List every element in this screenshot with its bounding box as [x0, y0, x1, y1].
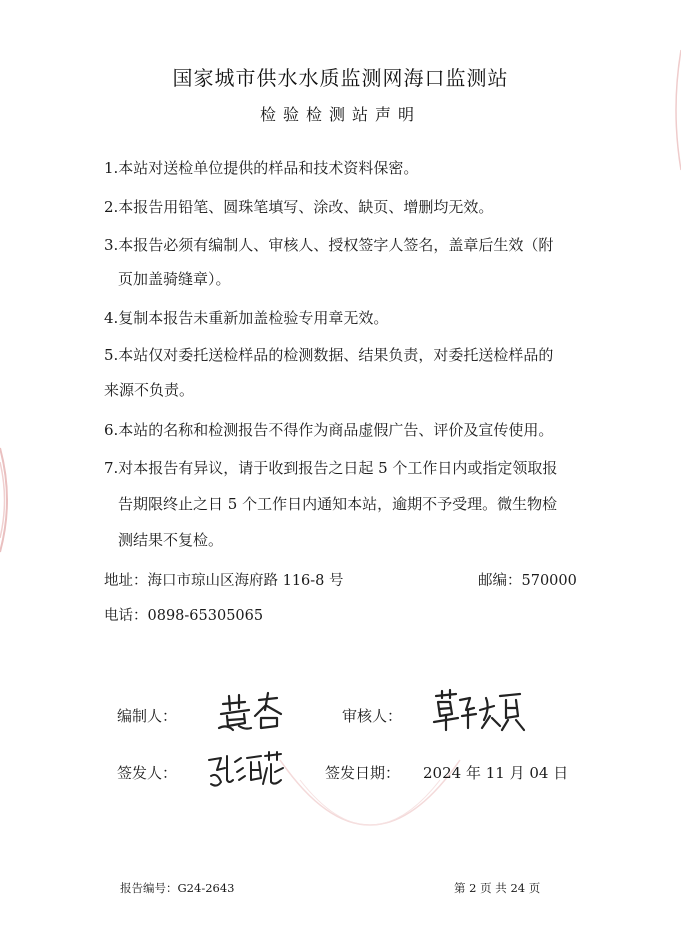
left-seal-fragment [0, 440, 16, 560]
compiler-label: 编制人： [117, 707, 178, 725]
clause-6: 6.本站的名称和检测报告不得作为商品虚假广告、评价及宣传使用。 [104, 421, 554, 439]
issuer-signature [205, 750, 285, 790]
bottom-seal-fragment [270, 720, 470, 870]
phone: 电话：0898-65305065 [104, 608, 264, 624]
page-subtitle: 检验检测站声明 [259, 105, 421, 124]
clause-2: 2.本报告用铅笔、圆珠笔填写、涂改、缺页、增删均无效。 [104, 198, 494, 216]
clause-3-line-2: 页加盖骑缝章）。 [118, 270, 231, 288]
issue-date-label: 签发日期： [325, 764, 401, 782]
clause-7-line-2: 告期限终止之日 5 个工作日内通知本站，逾期不予受理。微生物检 [118, 495, 558, 513]
reviewer-label: 审核人： [342, 707, 403, 725]
clause-5-line-2: 来源不负责。 [104, 381, 195, 399]
issue-date-value: 2024 年 11 月 04 日 [423, 764, 569, 782]
clause-7-line-3: 测结果不复检。 [118, 531, 224, 549]
page-info: 第 2 页 共 24 页 [454, 881, 541, 895]
postcode: 邮编：570000 [478, 573, 577, 589]
issuer-label: 签发人： [117, 764, 178, 782]
clause-7-line-1: 7.对本报告有异议，请于收到报告之日起 5 个工作日内或指定领取报 [104, 459, 558, 477]
clause-1: 1.本站对送检单位提供的样品和技术资料保密。 [104, 159, 419, 177]
compiler-signature [215, 690, 290, 732]
report-number: 报告编号：G24-2643 [120, 881, 235, 895]
address: 地址：海口市琼山区海府路 116-8 号 [104, 573, 344, 589]
page-title: 国家城市供水水质监测网海口监测站 [172, 66, 509, 90]
reviewer-signature [430, 688, 530, 733]
clause-5-line-1: 5.本站仅对委托送检样品的检测数据、结果负责，对委托送检样品的 [104, 346, 554, 364]
clause-3-line-1: 3.本报告必须有编制人、审核人、授权签字人签名，盖章后生效（附 [104, 236, 554, 254]
clause-4: 4.复制本报告未重新加盖检验专用章无效。 [104, 309, 389, 327]
